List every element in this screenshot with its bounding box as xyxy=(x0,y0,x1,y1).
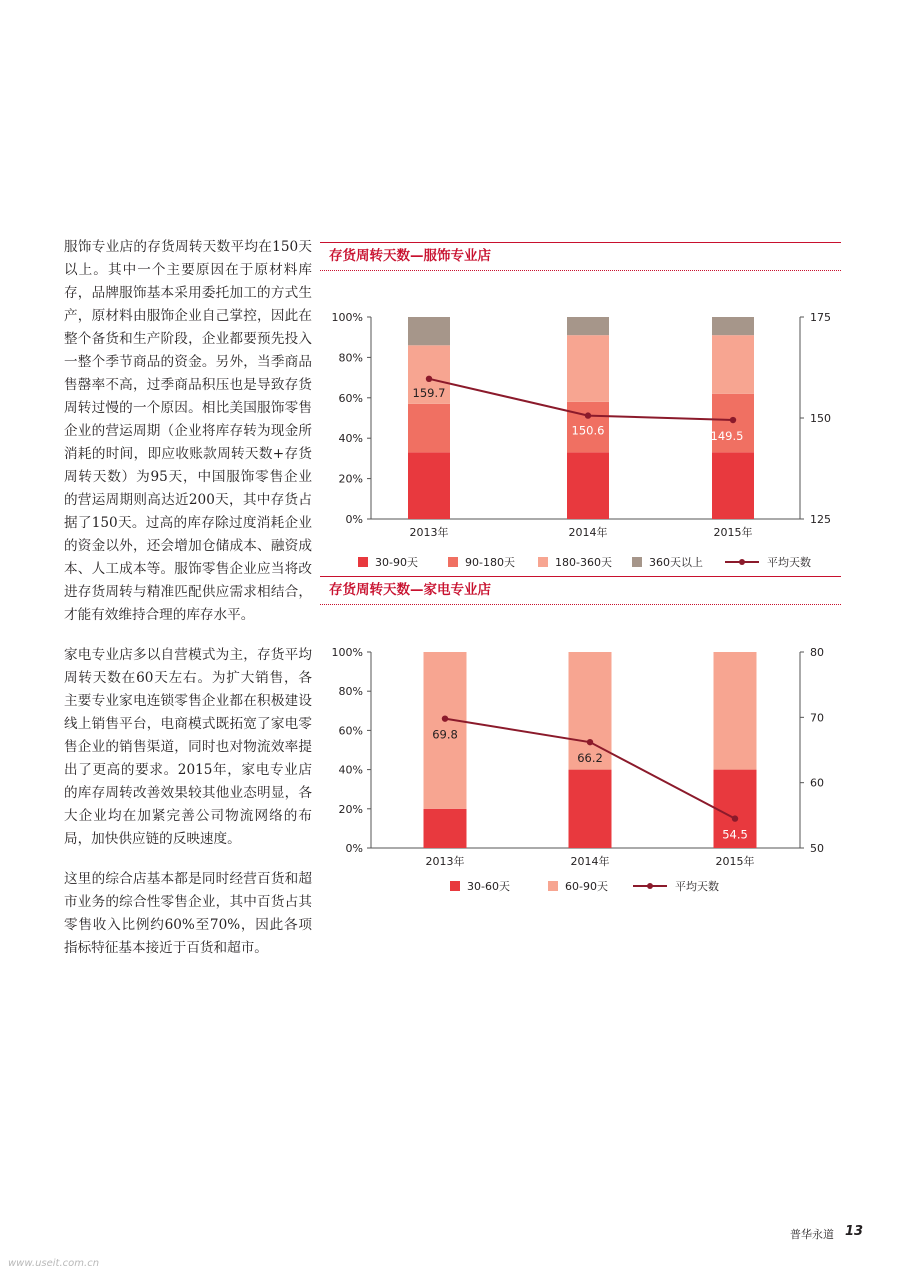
x-tick-label: 2013年 xyxy=(409,526,449,539)
y-tick-label-left: 40% xyxy=(338,763,363,777)
y-tick-label-right: 50 xyxy=(810,842,824,855)
average-days-point xyxy=(732,815,738,821)
legend-label: 平均天数 xyxy=(675,880,719,893)
y-tick-label-left: 60% xyxy=(338,391,363,405)
y-tick-label-left: 40% xyxy=(338,432,363,446)
legend-label: 180-360天 xyxy=(555,556,612,569)
y-tick-label-left: 0% xyxy=(345,842,363,855)
legend-line-dot xyxy=(739,559,745,565)
legend-label: 90-180天 xyxy=(465,556,515,569)
chart-electronics-title-text: 存货周转天数—家电专业店 xyxy=(329,582,491,598)
bar-30-60天 xyxy=(424,809,467,848)
average-days-label: 69.8 xyxy=(432,727,458,742)
legend-swatch-30-90天 xyxy=(358,557,368,567)
chart-apparel-svg xyxy=(320,269,841,569)
page-number: 13 xyxy=(845,1224,864,1239)
x-tick-label: 2014年 xyxy=(568,526,608,539)
legend-swatch-30-60天 xyxy=(450,881,460,891)
y-tick-label-left: 80% xyxy=(338,685,363,699)
average-days-point xyxy=(587,739,593,745)
bar-360天以上 xyxy=(567,317,609,335)
footer-title: 普华永道 xyxy=(790,1228,834,1241)
legend-label: 30-60天 xyxy=(467,880,510,893)
legend-swatch-180-360天 xyxy=(538,557,548,567)
y-tick-label-right: 150 xyxy=(810,412,831,425)
y-tick-label-left: 80% xyxy=(338,351,363,365)
chart-electronics xyxy=(320,576,841,907)
y-tick-label-right: 70 xyxy=(810,711,824,725)
y-tick-label-left: 100% xyxy=(331,646,363,659)
y-tick-label-left: 100% xyxy=(331,311,363,324)
bar-30-90天 xyxy=(712,452,754,519)
bar-30-90天 xyxy=(567,452,609,519)
legend-label: 30-90天 xyxy=(375,556,418,569)
legend-line-dot xyxy=(647,883,653,889)
average-days-label: 54.5 xyxy=(722,827,748,842)
legend-swatch-90-180天 xyxy=(448,557,458,567)
y-tick-label-left: 20% xyxy=(338,472,363,486)
chart-apparel xyxy=(320,242,841,569)
paragraph-electronics: 家电专业店多以自营模式为主，存货平均周转天数在60天左右。为扩大销售，各主要专业家电连锁零售企业都在积极建设线上销售平台，电商模式既拓宽了家电零售企业的销售渠道，同时也对物流效率提出了更高的要求。2015年，家电专业店的库存周转改善效果较其他业态明显，各大企业均在加紧完善公司物流网络的布局，加快供应链的反映速度。 xyxy=(64,647,312,847)
x-tick-label: 2014年 xyxy=(570,855,610,868)
average-days-point xyxy=(585,412,591,418)
watermark: www.useit.com.cn xyxy=(8,1258,100,1269)
bar-180-360天 xyxy=(712,335,754,394)
chart-apparel-title-text: 存货周转天数—服饰专业店 xyxy=(329,248,491,264)
chart-electronics-svg xyxy=(320,603,841,903)
bar-360天以上 xyxy=(408,317,450,345)
average-days-label: 150.6 xyxy=(571,423,605,438)
bar-90-180天 xyxy=(408,404,450,452)
average-days-point xyxy=(730,417,736,423)
y-tick-label-left: 20% xyxy=(338,802,363,816)
average-days-label: 149.5 xyxy=(710,429,744,444)
y-tick-label-right: 80 xyxy=(810,646,824,659)
paragraph-apparel: 服饰专业店的存货周转天数平均在150天以上。其中一个主要原因在于原材料库存，品牌服饰基本采用委托加工的方式生产，原材料由服饰企业自己掌控，因此在整个备货和生产阶段，企业都要预先投入一整个季节商品的资金。另外，当季商品售罄率不高，过季商品积压也是导致存货周转过慢的一个原因。相比美国服饰零售企业的营运周期（企业将库存转为现金所消耗的时间，即应收账款周转天数+存货周转天数）为95天，中国服饰零售企业的营运周期则高达近200天，其中存货占据了150天。过高的库存除过度消耗企业的资金以外，还会增加仓储成本、融资成本、人工成本等。服饰零售企业应当将改进存货周转与精准匹配供应需求相结合，才能有效维持合理的库存水平。 xyxy=(64,239,312,623)
paragraph-general-store: 这里的综合店基本都是同时经营百货和超市业务的综合性零售企业，其中百货占其零售收入比例约60%至70%，因此各项指标特征基本接近于百货和超市。 xyxy=(64,871,312,956)
average-days-point xyxy=(426,376,432,382)
body-text-column xyxy=(64,236,312,977)
x-tick-label: 2013年 xyxy=(425,855,465,868)
x-tick-label: 2015年 xyxy=(713,526,753,539)
legend-label: 平均天数 xyxy=(767,556,811,569)
legend-swatch-360天以上 xyxy=(632,557,642,567)
bar-60-90天 xyxy=(714,652,757,770)
y-tick-label-right: 60 xyxy=(810,776,824,790)
bar-30-90天 xyxy=(408,452,450,519)
legend-swatch-60-90天 xyxy=(548,881,558,891)
legend-label: 360天以上 xyxy=(649,556,703,569)
bar-30-60天 xyxy=(569,770,612,848)
legend-label: 60-90天 xyxy=(565,880,608,893)
x-tick-label: 2015年 xyxy=(715,855,755,868)
y-tick-label-left: 60% xyxy=(338,724,363,738)
average-days-label: 66.2 xyxy=(577,751,603,766)
y-tick-label-right: 175 xyxy=(810,311,831,324)
y-tick-label-left: 0% xyxy=(345,513,363,526)
chart-electronics-title xyxy=(320,576,841,603)
bar-360天以上 xyxy=(712,317,754,335)
chart-apparel-title xyxy=(320,242,841,269)
average-days-label: 159.7 xyxy=(412,385,446,400)
average-days-point xyxy=(442,715,448,721)
y-tick-label-right: 125 xyxy=(810,513,831,526)
bar-180-360天 xyxy=(567,335,609,402)
